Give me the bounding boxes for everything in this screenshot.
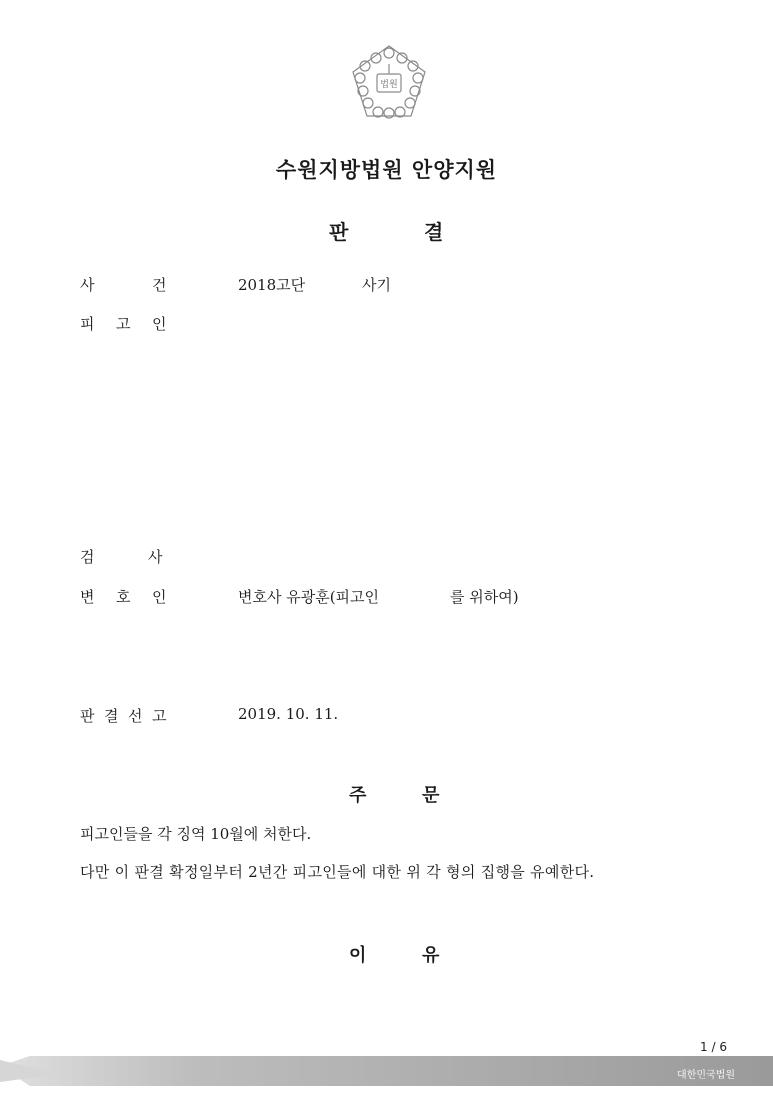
- page-number: 1 / 6: [700, 1040, 727, 1054]
- doc-title-left: 판: [329, 220, 349, 244]
- order-heading-right: 문: [422, 785, 440, 806]
- court-name: 수원지방법원 안양지원: [275, 158, 498, 182]
- case-number: 2018고단: [238, 276, 306, 294]
- court-seal-icon: [346, 40, 432, 126]
- order-line-1: 피고인들을 각 징역 10월에 처한다.: [80, 825, 312, 843]
- footer-band: [0, 1052, 773, 1086]
- seal-text: 법원: [380, 80, 398, 90]
- order-heading-left: 주: [349, 785, 367, 806]
- reason-heading-left: 이: [349, 945, 367, 966]
- counsel-value-a: 변호사 유광훈(피고인: [238, 588, 380, 606]
- counsel-value-b: 를 위하여): [450, 588, 519, 606]
- case-name: 사기: [362, 276, 391, 294]
- footer-court-name: 대한민국법원: [677, 1070, 735, 1081]
- verdict-date: 2019. 10. 11.: [238, 705, 339, 723]
- reason-heading-right: 유: [422, 945, 440, 966]
- order-line-2: 다만 이 판결 확정일부터 2년간 피고인들에 대한 위 각 형의 집행을 유예한다.: [80, 863, 595, 881]
- doc-title-right: 결: [424, 220, 444, 244]
